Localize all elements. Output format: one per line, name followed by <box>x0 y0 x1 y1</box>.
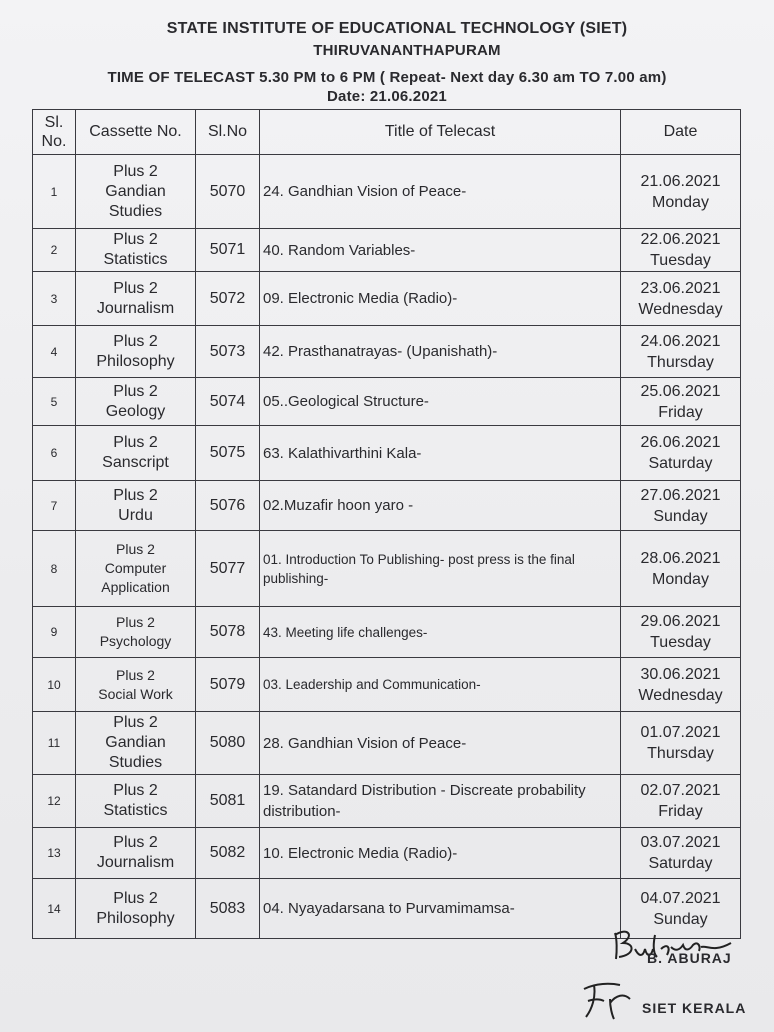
cell-sl-no: 11 <box>33 712 76 775</box>
date-value: 04.07.2021 <box>640 889 721 907</box>
cassette-line: Plus 2 <box>113 382 158 400</box>
telecast-schedule-table <box>32 109 741 939</box>
day-value: Thursday <box>647 745 714 762</box>
cassette-line: Plus 2 <box>113 231 158 248</box>
cassette-line: Statistics <box>103 251 168 268</box>
date-value: 28.06.2021 <box>640 549 721 567</box>
cassette-line: Sanscript <box>102 454 169 471</box>
cell-sino: 5079 <box>196 658 260 712</box>
cassette-line: Plus 2 <box>116 666 155 683</box>
cassette-line: Studies <box>108 754 163 771</box>
cell-date <box>621 712 741 775</box>
cassette-line: Journalism <box>96 299 175 317</box>
cassette-line: Plus 2 <box>113 434 158 451</box>
cell-sino: 5070 <box>196 155 260 229</box>
cell-sl-no: 5 <box>33 378 76 426</box>
cell-sino: 5078 <box>196 607 260 658</box>
cassette-line: Philosophy <box>96 352 175 370</box>
cell-date <box>621 326 741 378</box>
cell-title: 09. Electronic Media (Radio)- <box>260 272 621 326</box>
cell-sino: 5081 <box>196 775 260 828</box>
table-row <box>33 481 741 531</box>
cell-title: 24. Gandhian Vision of Peace- <box>260 155 621 229</box>
cell-cassette-no <box>76 378 196 426</box>
column-header-date: Date <box>621 110 741 155</box>
cassette-line: Statistics <box>103 802 168 819</box>
cell-sino: 5075 <box>196 426 260 481</box>
cassette-line: Application <box>101 579 170 595</box>
cassette-line: Plus 2 <box>113 279 158 297</box>
day-value: Friday <box>658 803 703 820</box>
cell-date <box>621 658 741 712</box>
cell-sino: 5077 <box>196 531 260 607</box>
cell-cassette-no <box>76 775 196 828</box>
column-header-cassette-no: Cassette No. <box>76 110 196 155</box>
cell-sl-no: 1 <box>33 155 76 229</box>
cell-sl-no: 9 <box>33 607 76 658</box>
date-value: 02.07.2021 <box>640 782 721 799</box>
cell-sino: 5082 <box>196 828 260 879</box>
date-value: 25.06.2021 <box>640 382 721 400</box>
cell-cassette-no <box>76 607 196 658</box>
cell-date <box>621 272 741 326</box>
day-value: Saturday <box>648 455 713 472</box>
cell-cassette-no <box>76 879 196 939</box>
cell-cassette-no <box>76 155 196 229</box>
day-value: Tuesday <box>650 634 711 651</box>
cell-sl-no: 14 <box>33 879 76 939</box>
column-header-sino: Sl.No <box>196 110 260 155</box>
date-value: 30.06.2021 <box>640 665 721 683</box>
table-row <box>33 229 741 272</box>
date-value: 23.06.2021 <box>640 279 721 297</box>
cassette-line: Plus 2 <box>113 782 158 799</box>
day-value: Tuesday <box>650 252 711 269</box>
cell-cassette-no <box>76 326 196 378</box>
cell-title: 63. Kalathivarthini Kala- <box>260 426 621 481</box>
cassette-line: Plus 2 <box>116 541 155 557</box>
table-row <box>33 775 741 828</box>
date-value: 26.06.2021 <box>640 434 721 451</box>
cell-date <box>621 378 741 426</box>
date-value: 22.06.2021 <box>640 231 721 248</box>
column-header-sl-no: Sl. No. <box>33 110 76 155</box>
cell-sl-no: 10 <box>33 658 76 712</box>
cell-title: 04. Nyayadarsana to Purvamimamsa- <box>260 879 621 939</box>
date-value: 01.07.2021 <box>640 724 721 741</box>
cell-sl-no: 4 <box>33 326 76 378</box>
cell-sl-no: 13 <box>33 828 76 879</box>
table-row <box>33 155 741 229</box>
cell-date <box>621 775 741 828</box>
day-value: Sunday <box>653 910 708 928</box>
cell-date <box>621 426 741 481</box>
day-value: Friday <box>658 403 703 421</box>
cell-sl-no: 8 <box>33 531 76 607</box>
cassette-line: Plus 2 <box>113 162 158 180</box>
table-row <box>33 828 741 879</box>
cell-sl-no: 2 <box>33 229 76 272</box>
cell-sino: 5073 <box>196 326 260 378</box>
signatory-name: B. ABURAJ <box>647 950 732 966</box>
cell-cassette-no <box>76 272 196 326</box>
table-header-row <box>33 110 741 155</box>
cell-date <box>621 607 741 658</box>
telecast-time: TIME OF TELECAST 5.30 PM to 6 PM ( Repeat- Next day 6.30 am TO 7.00 am) <box>107 69 667 86</box>
cell-title: 28. Gandhian Vision of Peace- <box>260 712 621 775</box>
cell-cassette-no <box>76 828 196 879</box>
cell-title: 19. Satandard Distribution - Discreate probability distribution- <box>260 775 621 828</box>
cassette-line: Urdu <box>118 506 153 524</box>
cassette-line: Plus 2 <box>113 834 158 851</box>
cell-date <box>621 531 741 607</box>
table-row <box>33 378 741 426</box>
document-date: Date: 21.06.2021 <box>327 88 447 105</box>
institute-name: STATE INSTITUTE OF EDUCATIONAL TECHNOLOGY (SIET) <box>166 20 628 37</box>
cell-date <box>621 229 741 272</box>
cassette-line: Plus 2 <box>113 714 158 731</box>
table-row <box>33 712 741 775</box>
date-value: 03.07.2021 <box>640 834 721 851</box>
cell-title: 40. Random Variables- <box>260 229 621 272</box>
cell-cassette-no <box>76 229 196 272</box>
cassette-line: Computer <box>104 560 167 576</box>
cell-sino: 5083 <box>196 879 260 939</box>
cell-title: 10. Electronic Media (Radio)- <box>260 828 621 879</box>
day-value: Sunday <box>653 507 708 525</box>
cell-date <box>621 828 741 879</box>
table-row <box>33 607 741 658</box>
cassette-line: Journalism <box>96 854 175 871</box>
cassette-line: Plus 2 <box>113 332 158 350</box>
cell-sino: 5080 <box>196 712 260 775</box>
cassette-line: Plus 2 <box>113 889 158 907</box>
table-row <box>33 658 741 712</box>
cell-date <box>621 481 741 531</box>
cell-cassette-no <box>76 426 196 481</box>
cassette-line: Plus 2 <box>116 614 155 630</box>
table-row <box>33 531 741 607</box>
document-header <box>0 18 774 105</box>
cassette-line: Gandian <box>105 734 166 751</box>
cell-title: 43. Meeting life challenges- <box>260 607 621 658</box>
cell-sl-no: 7 <box>33 481 76 531</box>
day-value: Monday <box>652 193 709 211</box>
cassette-line: Psychology <box>99 633 172 649</box>
cell-sl-no: 12 <box>33 775 76 828</box>
day-value: Monday <box>652 570 709 588</box>
cell-cassette-no <box>76 712 196 775</box>
day-value: Thursday <box>647 353 714 371</box>
day-value: Wednesday <box>638 300 723 318</box>
day-value: Wednesday <box>638 686 723 704</box>
cassette-line: Gandian <box>105 182 166 200</box>
date-value: 29.06.2021 <box>640 613 721 630</box>
table-row <box>33 426 741 481</box>
date-value: 27.06.2021 <box>640 486 721 504</box>
table-row <box>33 272 741 326</box>
cell-sino: 5071 <box>196 229 260 272</box>
cell-cassette-no <box>76 658 196 712</box>
cell-sl-no: 6 <box>33 426 76 481</box>
cell-title: 05..Geological Structure- <box>260 378 621 426</box>
cell-sino: 5074 <box>196 378 260 426</box>
cell-title: 42. Prasthanatrayas- (Upanishath)- <box>260 326 621 378</box>
date-value: 24.06.2021 <box>640 332 721 350</box>
day-value: Saturday <box>648 855 713 872</box>
cassette-line: Studies <box>108 202 163 220</box>
cassette-line: Geology <box>105 402 166 420</box>
cell-sino: 5076 <box>196 481 260 531</box>
cell-title: 02.Muzafir hoon yaro - <box>260 481 621 531</box>
cassette-line: Social Work <box>98 685 173 702</box>
for-mark <box>576 975 646 1025</box>
cassette-line: Philosophy <box>96 909 175 927</box>
signatory-organization: SIET KERALA <box>642 1000 747 1016</box>
institute-city: THIRUVANANTHAPURAM <box>313 42 501 59</box>
cell-cassette-no <box>76 531 196 607</box>
cell-title: 01. Introduction To Publishing- post press is the final publishing- <box>260 531 621 607</box>
cell-title: 03. Leadership and Communication- <box>260 658 621 712</box>
cell-sl-no: 3 <box>33 272 76 326</box>
cassette-line: Plus 2 <box>113 486 158 504</box>
cell-date <box>621 155 741 229</box>
cell-sino: 5072 <box>196 272 260 326</box>
table-row <box>33 326 741 378</box>
column-header-title: Title of Telecast <box>260 110 621 155</box>
cell-cassette-no <box>76 481 196 531</box>
date-value: 21.06.2021 <box>640 172 721 190</box>
